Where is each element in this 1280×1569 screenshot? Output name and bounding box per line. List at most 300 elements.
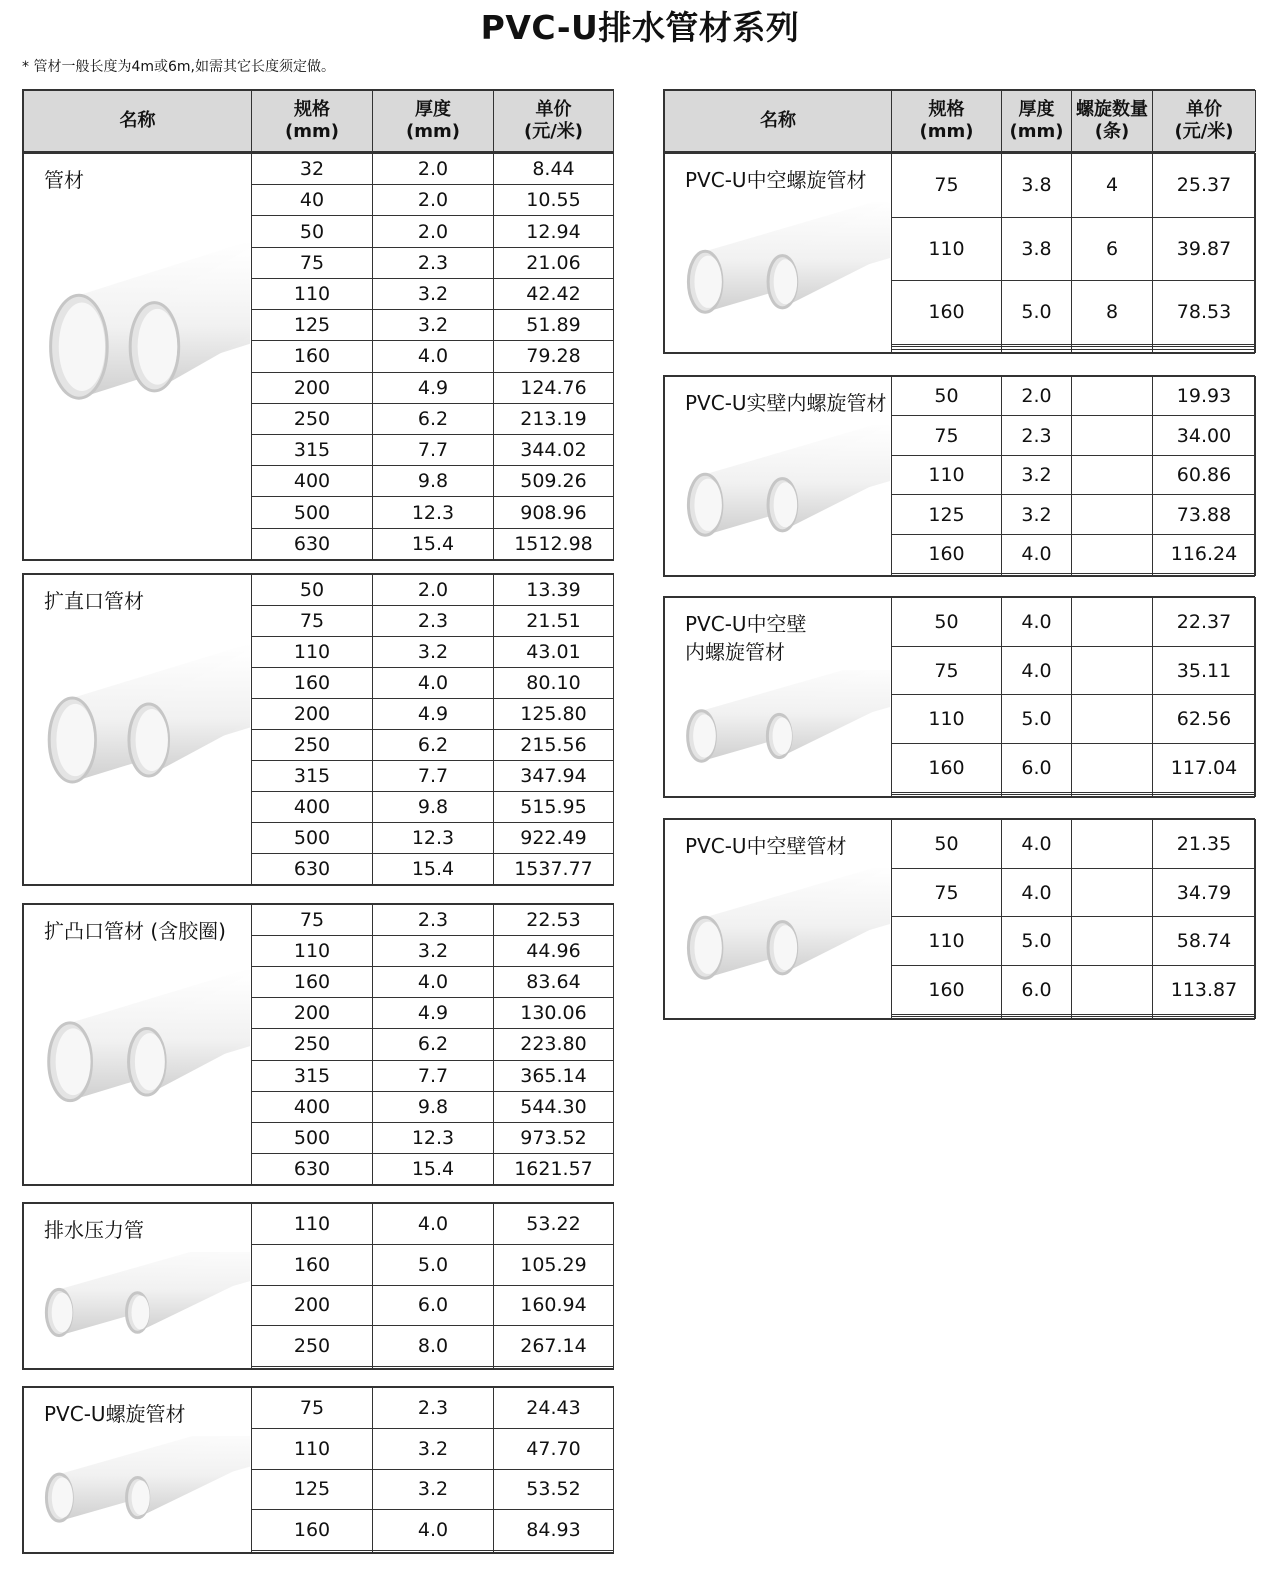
header-spec-line: 规格 bbox=[928, 99, 965, 120]
right-product-table bbox=[663, 375, 1255, 577]
product-image bbox=[673, 868, 890, 1018]
table-cell: 39.87 bbox=[1153, 217, 1256, 281]
table-cell: 2.3 bbox=[373, 606, 494, 637]
table-cell bbox=[373, 1551, 494, 1553]
table-cell: 110 bbox=[252, 936, 373, 967]
table-cell: 32 bbox=[252, 154, 373, 185]
table-cell: 8.44 bbox=[494, 154, 614, 185]
table-cell: 215.56 bbox=[494, 730, 614, 761]
table-cell: 50 bbox=[892, 377, 1002, 416]
header-price-line: 单价 bbox=[535, 99, 572, 120]
table-cell: 160 bbox=[892, 281, 1002, 345]
table-cell: 34.00 bbox=[1153, 416, 1256, 455]
table-cell: 60.86 bbox=[1153, 455, 1256, 494]
table-cell: 160 bbox=[892, 744, 1002, 793]
pvc-pipe-image bbox=[673, 670, 890, 790]
left-product-table bbox=[22, 573, 614, 886]
table-cell: 105.29 bbox=[494, 1244, 614, 1285]
table-cell: 344.02 bbox=[494, 434, 614, 465]
table-cell: 75 bbox=[892, 416, 1002, 455]
table-cell: 8 bbox=[1072, 281, 1153, 345]
product-name-cell bbox=[665, 598, 892, 797]
table-cell bbox=[1002, 574, 1072, 576]
table-cell: 250 bbox=[252, 1029, 373, 1060]
table-cell: 124.76 bbox=[494, 372, 614, 403]
table-cell: 160 bbox=[252, 668, 373, 699]
pipe-inner bbox=[52, 1477, 73, 1517]
table-cell: 15.4 bbox=[373, 854, 494, 885]
table-cell: 160 bbox=[252, 1244, 373, 1285]
table-cell bbox=[1072, 820, 1153, 869]
table-cell: 75 bbox=[892, 646, 1002, 695]
table-row bbox=[665, 377, 1256, 416]
header-price-line: (元/米) bbox=[523, 121, 584, 142]
table-cell: 110 bbox=[252, 1428, 373, 1469]
left-product-table bbox=[22, 152, 614, 561]
table-cell bbox=[373, 1367, 494, 1369]
table-cell: 6.0 bbox=[373, 1285, 494, 1326]
pvc-pipe-image bbox=[32, 630, 250, 830]
table-cell: 500 bbox=[252, 1122, 373, 1153]
table-cell: 75 bbox=[892, 868, 1002, 917]
table-cell: 15.4 bbox=[373, 1153, 494, 1184]
table-cell bbox=[1072, 646, 1153, 695]
table-row bbox=[665, 154, 1256, 218]
table-cell: 160 bbox=[252, 967, 373, 998]
table-cell: 84.93 bbox=[494, 1510, 614, 1551]
pipe-inner bbox=[56, 704, 94, 776]
table-cell: 3.2 bbox=[1002, 455, 1072, 494]
table-cell bbox=[252, 1367, 373, 1369]
table-cell: 2.0 bbox=[373, 575, 494, 606]
table-cell: 2.0 bbox=[1002, 377, 1072, 416]
table-row bbox=[24, 575, 614, 606]
header-spiral-count-line: (条) bbox=[1094, 121, 1130, 142]
pipe-inner bbox=[694, 256, 721, 308]
table-cell: 250 bbox=[252, 1326, 373, 1367]
table-cell: 110 bbox=[892, 217, 1002, 281]
table-cell: 973.52 bbox=[494, 1122, 614, 1153]
table-cell: 4.0 bbox=[1002, 868, 1072, 917]
header-spec bbox=[892, 91, 1002, 152]
table-cell: 34.79 bbox=[1153, 868, 1256, 917]
table-cell: 83.64 bbox=[494, 967, 614, 998]
table-cell: 53.52 bbox=[494, 1469, 614, 1510]
header-name: 名称 bbox=[24, 91, 252, 152]
pipe-inner bbox=[694, 479, 721, 531]
header-spec bbox=[252, 91, 373, 152]
header-thickness-line: (mm) bbox=[1009, 121, 1064, 142]
table-cell: 75 bbox=[252, 905, 373, 936]
header-spiral-count-line: 螺旋数量 bbox=[1076, 99, 1148, 120]
table-cell: 43.01 bbox=[494, 637, 614, 668]
table-row bbox=[665, 820, 1256, 869]
product-name-cell bbox=[665, 377, 892, 576]
product-name: PVC-U中空壁 内螺旋管材 bbox=[685, 612, 807, 664]
table-cell bbox=[1072, 794, 1153, 796]
table-cell: 50 bbox=[252, 216, 373, 247]
table-cell: 80.10 bbox=[494, 668, 614, 699]
table-cell: 13.39 bbox=[494, 575, 614, 606]
pipe-inner bbox=[774, 482, 797, 527]
product-image bbox=[32, 1436, 250, 1553]
header-price-line: (元/米) bbox=[1174, 121, 1234, 142]
pipe-inner bbox=[694, 922, 721, 974]
table-cell bbox=[1072, 917, 1153, 966]
table-cell bbox=[892, 1016, 1002, 1018]
table-cell: 125 bbox=[252, 310, 373, 341]
product-name-cell bbox=[24, 575, 252, 885]
table-cell bbox=[1072, 455, 1153, 494]
header-thickness-line: 厚度 bbox=[1018, 99, 1055, 120]
table-cell: 4.9 bbox=[373, 998, 494, 1029]
product-name: 扩凸口管材 (含胶圈) bbox=[44, 919, 226, 943]
table-cell: 250 bbox=[252, 403, 373, 434]
table-cell bbox=[1072, 695, 1153, 744]
header-price bbox=[1153, 91, 1256, 152]
page-title: PVC-U排水管材系列 bbox=[480, 8, 800, 47]
table-cell: 15.4 bbox=[373, 528, 494, 559]
pvc-pipe-image bbox=[32, 212, 250, 457]
table-cell: 125.80 bbox=[494, 699, 614, 730]
table-cell: 78.53 bbox=[1153, 281, 1256, 345]
header-thickness bbox=[1002, 91, 1072, 152]
table-cell: 1621.57 bbox=[494, 1153, 614, 1184]
table-cell: 21.06 bbox=[494, 247, 614, 278]
pvc-pipe-image bbox=[32, 1252, 250, 1362]
product-name: PVC-U中空螺旋管材 bbox=[685, 168, 867, 192]
table-cell: 509.26 bbox=[494, 466, 614, 497]
table-cell bbox=[1072, 574, 1153, 576]
table-cell bbox=[1072, 744, 1153, 793]
table-cell: 347.94 bbox=[494, 761, 614, 792]
pipe-inner bbox=[773, 717, 792, 754]
table-row bbox=[24, 1388, 614, 1429]
table-cell: 75 bbox=[252, 606, 373, 637]
header-spiral-count bbox=[1072, 91, 1153, 152]
table-cell: 3.2 bbox=[373, 278, 494, 309]
table-cell bbox=[252, 1551, 373, 1553]
table-cell bbox=[1072, 868, 1153, 917]
table-cell: 22.53 bbox=[494, 905, 614, 936]
table-cell: 3.2 bbox=[373, 1428, 494, 1469]
pipe-inner bbox=[136, 709, 168, 771]
header-thickness-line: (mm) bbox=[406, 121, 460, 142]
table-cell: 4.0 bbox=[1002, 820, 1072, 869]
table-cell: 110 bbox=[252, 1204, 373, 1245]
table-cell: 73.88 bbox=[1153, 495, 1256, 534]
pipe-inner bbox=[132, 1480, 150, 1515]
table-cell: 922.49 bbox=[494, 823, 614, 854]
table-cell: 44.96 bbox=[494, 936, 614, 967]
table-cell: 5.0 bbox=[1002, 917, 1072, 966]
product-image bbox=[32, 630, 250, 835]
left-product-table bbox=[22, 1386, 614, 1554]
header-thickness-line: 厚度 bbox=[415, 99, 451, 120]
table-cell: 544.30 bbox=[494, 1091, 614, 1122]
table-cell: 4.0 bbox=[373, 967, 494, 998]
table-cell: 2.0 bbox=[373, 154, 494, 185]
table-cell: 200 bbox=[252, 699, 373, 730]
table-cell: 2.0 bbox=[373, 185, 494, 216]
table-cell: 110 bbox=[892, 917, 1002, 966]
table-cell: 7.7 bbox=[373, 1060, 494, 1091]
table-cell: 315 bbox=[252, 761, 373, 792]
table-cell: 9.8 bbox=[373, 466, 494, 497]
table-cell: 47.70 bbox=[494, 1428, 614, 1469]
left-product-table bbox=[22, 1202, 614, 1370]
header-spec-line: 规格 bbox=[294, 99, 330, 120]
pipe-inner bbox=[774, 259, 797, 304]
product-name: PVC-U中空壁管材 bbox=[685, 834, 847, 858]
table-cell: 630 bbox=[252, 528, 373, 559]
table-cell: 5.0 bbox=[1002, 695, 1072, 744]
pipe-inner bbox=[132, 1295, 150, 1329]
table-cell: 630 bbox=[252, 1153, 373, 1184]
table-cell: 1537.77 bbox=[494, 854, 614, 885]
table-cell bbox=[1072, 377, 1153, 416]
table-cell: 110 bbox=[892, 455, 1002, 494]
table-cell: 6.2 bbox=[373, 403, 494, 434]
table-cell: 113.87 bbox=[1153, 966, 1256, 1015]
table-cell: 125 bbox=[892, 495, 1002, 534]
table-cell: 21.35 bbox=[1153, 820, 1256, 869]
left-product-table bbox=[22, 903, 614, 1186]
header-name: 名称 bbox=[665, 91, 892, 152]
table-cell: 50 bbox=[892, 598, 1002, 647]
table-cell: 4.9 bbox=[373, 372, 494, 403]
header-price bbox=[494, 91, 614, 152]
table-cell: 3.2 bbox=[373, 310, 494, 341]
table-cell: 116.24 bbox=[1153, 534, 1256, 573]
table-cell: 110 bbox=[892, 695, 1002, 744]
table-cell: 400 bbox=[252, 792, 373, 823]
table-row bbox=[24, 905, 614, 936]
table-cell: 4.0 bbox=[373, 341, 494, 372]
left-table-header bbox=[22, 89, 614, 153]
product-image bbox=[673, 202, 890, 352]
table-cell: 2.3 bbox=[373, 905, 494, 936]
table-row bbox=[24, 154, 614, 185]
table-cell: 160.94 bbox=[494, 1285, 614, 1326]
product-name: 扩直口管材 bbox=[44, 589, 144, 613]
table-cell: 12.3 bbox=[373, 1122, 494, 1153]
table-cell bbox=[494, 1367, 614, 1369]
table-cell: 6 bbox=[1072, 217, 1153, 281]
table-cell bbox=[1072, 1016, 1153, 1018]
table-cell: 19.93 bbox=[1153, 377, 1256, 416]
table-cell bbox=[892, 350, 1002, 353]
table-cell: 1512.98 bbox=[494, 528, 614, 559]
table-cell: 130.06 bbox=[494, 998, 614, 1029]
table-cell: 125 bbox=[252, 1469, 373, 1510]
table-cell: 3.2 bbox=[373, 1469, 494, 1510]
table-cell: 4 bbox=[1072, 154, 1153, 218]
table-cell: 58.74 bbox=[1153, 917, 1256, 966]
table-cell: 908.96 bbox=[494, 497, 614, 528]
product-name-cell bbox=[24, 905, 252, 1185]
table-cell: 7.7 bbox=[373, 761, 494, 792]
header-price-line: 单价 bbox=[1186, 99, 1222, 120]
table-cell bbox=[1153, 574, 1256, 576]
product-image bbox=[32, 212, 250, 462]
product-name: PVC-U实壁内螺旋管材 bbox=[685, 391, 887, 415]
table-cell: 6.0 bbox=[1002, 966, 1072, 1015]
table-cell: 12.3 bbox=[373, 823, 494, 854]
table-cell: 8.0 bbox=[373, 1326, 494, 1367]
table-cell: 500 bbox=[252, 497, 373, 528]
table-cell: 250 bbox=[252, 730, 373, 761]
table-cell bbox=[1072, 416, 1153, 455]
table-cell bbox=[1153, 350, 1256, 353]
product-image bbox=[32, 1252, 250, 1367]
product-name: 管材 bbox=[44, 168, 84, 192]
table-cell bbox=[1002, 350, 1072, 353]
header-spec-line: (mm) bbox=[285, 121, 339, 142]
table-cell bbox=[892, 794, 1002, 796]
pvc-pipe-image bbox=[673, 425, 890, 570]
table-cell: 75 bbox=[252, 247, 373, 278]
table-cell: 267.14 bbox=[494, 1326, 614, 1367]
table-cell: 515.95 bbox=[494, 792, 614, 823]
table-cell: 110 bbox=[252, 637, 373, 668]
table-cell: 5.0 bbox=[373, 1244, 494, 1285]
table-cell: 630 bbox=[252, 854, 373, 885]
header-spec-line: (mm) bbox=[919, 121, 974, 142]
table-cell: 3.2 bbox=[373, 637, 494, 668]
table-cell: 3.2 bbox=[373, 936, 494, 967]
product-name: 排水压力管 bbox=[44, 1218, 144, 1242]
right-product-table bbox=[663, 818, 1255, 1020]
table-cell bbox=[1153, 1016, 1256, 1018]
table-cell: 6.2 bbox=[373, 730, 494, 761]
table-cell: 3.8 bbox=[1002, 154, 1072, 218]
table-cell: 42.42 bbox=[494, 278, 614, 309]
table-cell: 2.0 bbox=[373, 216, 494, 247]
pvc-pipe-image bbox=[32, 1436, 250, 1548]
table-cell bbox=[1072, 534, 1153, 573]
table-cell: 4.0 bbox=[373, 1204, 494, 1245]
table-cell: 3.8 bbox=[1002, 217, 1072, 281]
table-cell: 6.0 bbox=[1002, 744, 1072, 793]
table-cell: 200 bbox=[252, 998, 373, 1029]
right-product-table bbox=[663, 152, 1255, 354]
product-name-cell bbox=[665, 154, 892, 353]
pvc-pipe-image bbox=[673, 868, 890, 1013]
table-cell: 75 bbox=[892, 154, 1002, 218]
table-cell: 53.22 bbox=[494, 1204, 614, 1245]
table-cell: 40 bbox=[252, 185, 373, 216]
table-cell: 315 bbox=[252, 1060, 373, 1091]
table-cell: 9.8 bbox=[373, 792, 494, 823]
pipe-inner bbox=[135, 1033, 165, 1090]
table-cell bbox=[1072, 350, 1153, 353]
table-cell: 365.14 bbox=[494, 1060, 614, 1091]
right-product-table bbox=[663, 596, 1255, 798]
table-row bbox=[24, 1204, 614, 1245]
table-cell: 24.43 bbox=[494, 1388, 614, 1429]
table-row bbox=[665, 598, 1256, 647]
table-cell bbox=[494, 1551, 614, 1553]
table-cell: 21.51 bbox=[494, 606, 614, 637]
product-name-cell bbox=[24, 1204, 252, 1369]
table-cell: 62.56 bbox=[1153, 695, 1256, 744]
product-image bbox=[673, 670, 890, 795]
table-cell: 2.3 bbox=[373, 1388, 494, 1429]
pipe-inner bbox=[693, 714, 716, 757]
table-cell: 6.2 bbox=[373, 1029, 494, 1060]
table-cell: 9.8 bbox=[373, 1091, 494, 1122]
table-cell bbox=[1153, 794, 1256, 796]
table-cell: 117.04 bbox=[1153, 744, 1256, 793]
table-cell: 160 bbox=[892, 966, 1002, 1015]
table-cell: 10.55 bbox=[494, 185, 614, 216]
table-cell: 3.2 bbox=[1002, 495, 1072, 534]
table-cell: 200 bbox=[252, 1285, 373, 1326]
table-cell: 2.3 bbox=[1002, 416, 1072, 455]
table-cell bbox=[1072, 598, 1153, 647]
table-cell bbox=[1072, 966, 1153, 1015]
pvc-pipe-image bbox=[673, 202, 890, 347]
table-cell bbox=[1002, 794, 1072, 796]
table-cell: 4.0 bbox=[1002, 646, 1072, 695]
table-cell: 79.28 bbox=[494, 341, 614, 372]
table-cell: 7.7 bbox=[373, 434, 494, 465]
length-note: * 管材一般长度为4m或6m,如需其它长度须定做。 bbox=[22, 59, 335, 75]
pipe-inner bbox=[59, 303, 105, 391]
table-cell: 4.0 bbox=[373, 1510, 494, 1551]
product-name: PVC-U螺旋管材 bbox=[44, 1402, 186, 1426]
header-thickness bbox=[373, 91, 494, 152]
table-cell: 4.0 bbox=[1002, 598, 1072, 647]
table-cell: 500 bbox=[252, 823, 373, 854]
table-cell: 50 bbox=[892, 820, 1002, 869]
pipe-inner bbox=[56, 1028, 91, 1095]
table-cell: 12.94 bbox=[494, 216, 614, 247]
right-table-header bbox=[663, 89, 1255, 153]
table-cell: 400 bbox=[252, 1091, 373, 1122]
table-cell: 2.3 bbox=[373, 247, 494, 278]
product-image bbox=[673, 425, 890, 575]
table-cell: 160 bbox=[252, 341, 373, 372]
product-image bbox=[32, 960, 250, 1150]
table-cell: 160 bbox=[252, 1510, 373, 1551]
table-cell: 5.0 bbox=[1002, 281, 1072, 345]
table-cell bbox=[1072, 495, 1153, 534]
product-name-cell bbox=[665, 820, 892, 1019]
table-cell: 160 bbox=[892, 534, 1002, 573]
table-cell: 51.89 bbox=[494, 310, 614, 341]
pipe-inner bbox=[774, 925, 797, 970]
pvc-pipe-image bbox=[32, 960, 250, 1145]
table-cell: 213.19 bbox=[494, 403, 614, 434]
table-cell: 4.0 bbox=[1002, 534, 1072, 573]
table-cell: 50 bbox=[252, 575, 373, 606]
table-cell: 35.11 bbox=[1153, 646, 1256, 695]
table-cell: 200 bbox=[252, 372, 373, 403]
table-cell bbox=[1002, 1016, 1072, 1018]
table-cell: 315 bbox=[252, 434, 373, 465]
pipe-inner bbox=[138, 309, 178, 385]
table-cell bbox=[892, 574, 1002, 576]
table-cell: 12.3 bbox=[373, 497, 494, 528]
table-cell: 22.37 bbox=[1153, 598, 1256, 647]
pipe-inner bbox=[52, 1293, 73, 1333]
table-cell: 25.37 bbox=[1153, 154, 1256, 218]
table-cell: 75 bbox=[252, 1388, 373, 1429]
table-cell: 4.9 bbox=[373, 699, 494, 730]
table-cell: 4.0 bbox=[373, 668, 494, 699]
